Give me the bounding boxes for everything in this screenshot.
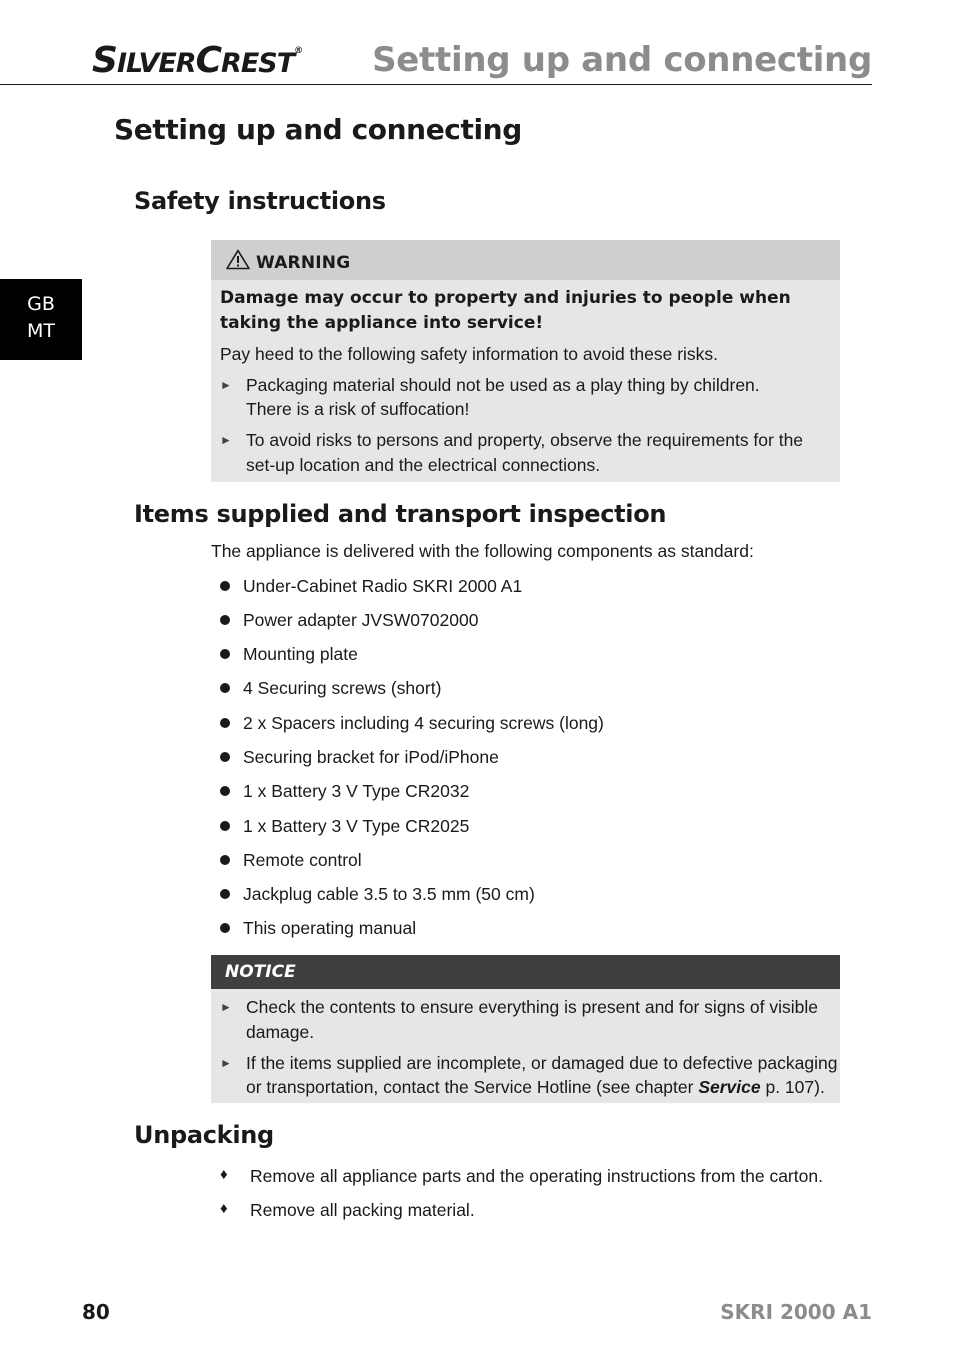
warning-item-2-line1: To avoid risks to persons and property, observe the requirements for the [246, 430, 804, 450]
page-heading: Setting up and connecting [114, 113, 522, 146]
warning-item-1-line2: There is a risk of suffocation! [246, 399, 470, 419]
silvercrest-logo: SILVERCREST® [92, 40, 303, 81]
arrow-bullet-icon: ► [220, 433, 232, 447]
language-tab-line1: GB [27, 293, 55, 315]
unpacking-item: Remove all packing material. [250, 1200, 475, 1220]
arrow-bullet-icon: ► [220, 1000, 232, 1014]
items-supplied-heading: Items supplied and transport inspection [134, 500, 667, 528]
bullet-dot-icon [220, 718, 230, 728]
warning-label: WARNING [256, 253, 351, 273]
bullet-dot-icon [220, 889, 230, 899]
diamond-bullet-icon: ♦ [220, 1166, 228, 1183]
list-item: Under-Cabinet Radio SKRI 2000 A1 [243, 576, 523, 596]
bullet-dot-icon [220, 649, 230, 659]
items-supplied-intro: The appliance is delivered with the following components as standard: [211, 541, 754, 561]
list-item: Mounting plate [243, 644, 358, 664]
notice-item-2-line1: If the items supplied are incomplete, or damaged due to defective packaging [246, 1053, 838, 1073]
bullet-dot-icon [220, 855, 230, 865]
bullet-dot-icon [220, 615, 230, 625]
notice-item-1-line1: Check the contents to ensure everything is present and for signs of visible [246, 997, 818, 1017]
warning-intro: Pay heed to the following safety information to avoid these risks. [220, 344, 719, 364]
notice-item-1-line2: damage. [246, 1022, 315, 1042]
header-title: Setting up and connecting [372, 40, 872, 80]
list-item: Remote control [243, 850, 362, 870]
warning-box [211, 240, 840, 482]
service-chapter-reference: Service [698, 1077, 761, 1097]
unpacking-item: Remove all appliance parts and the operating instructions from the carton. [250, 1166, 823, 1186]
warning-item-2-line2: set-up location and the electrical connections. [246, 455, 601, 475]
bullet-dot-icon [220, 581, 230, 591]
list-item: 4 Securing screws (short) [243, 678, 442, 698]
model-number: SKRI 2000 A1 [720, 1300, 872, 1324]
bullet-dot-icon [220, 752, 230, 762]
list-item: This operating manual [243, 918, 417, 938]
list-item: 1 x Battery 3 V Type CR2032 [243, 781, 470, 801]
bullet-dot-icon [220, 923, 230, 933]
list-item: 2 x Spacers including 4 securing screws (long) [243, 713, 604, 733]
notice-item-2-line2: or transportation, contact the Service Hotline (see chapter Service p. 107). [246, 1077, 825, 1097]
warning-item-1-line1: Packaging material should not be used as a play thing by children. [246, 375, 760, 395]
safety-heading: Safety instructions [134, 187, 386, 215]
list-item: Power adapter JVSW0702000 [243, 610, 479, 630]
arrow-bullet-icon: ► [220, 1056, 232, 1070]
warning-bold-line1: Damage may occur to property and injuries to people when [220, 288, 791, 308]
notice-label: NOTICE [225, 962, 296, 982]
language-tab-line2: MT [27, 320, 55, 342]
bullet-dot-icon [220, 683, 230, 693]
bullet-dot-icon [220, 786, 230, 796]
list-item: 1 x Battery 3 V Type CR2025 [243, 816, 470, 836]
arrow-bullet-icon: ► [220, 378, 232, 392]
list-item: Securing bracket for iPod/iPhone [243, 747, 499, 767]
bullet-dot-icon [220, 821, 230, 831]
page-number: 80 [82, 1300, 110, 1324]
notice-header [211, 955, 840, 989]
notice-box [211, 955, 840, 1103]
language-tab [0, 279, 82, 360]
warning-bold-line2: taking the appliance into service! [220, 313, 544, 333]
list-item: Jackplug cable 3.5 to 3.5 mm (50 cm) [243, 884, 535, 904]
header-divider [0, 84, 872, 85]
warning-header [211, 240, 840, 280]
warning-triangle-icon [226, 249, 250, 270]
diamond-bullet-icon: ♦ [220, 1200, 228, 1217]
unpacking-heading: Unpacking [134, 1121, 274, 1149]
